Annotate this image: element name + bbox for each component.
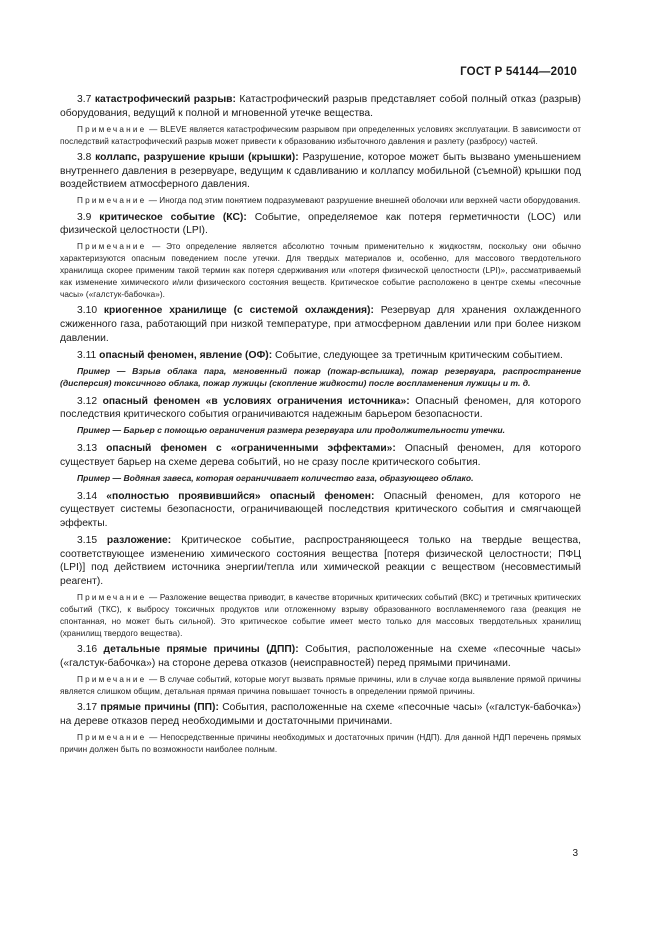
- note-label: Примечание: [77, 242, 147, 252]
- note: [60, 195, 581, 207]
- term-name: коллапс, разрушение крыши (крышки):: [95, 152, 299, 163]
- definition-text: События, расположенные на схеме «песочные часы» («галстук-бабочка») на дереве отказов перед необходимыми и достаточными причинами.: [60, 702, 581, 727]
- clause-number: 3.10: [77, 305, 98, 317]
- example-label: Пример: [77, 365, 111, 376]
- note-label: Примечание: [77, 196, 147, 206]
- definition-text: Опасный феномен, для которого последствия критического события ограничиваются надежным барьером безопасности.: [60, 395, 581, 421]
- example: [60, 425, 581, 437]
- note-text: — В случае событий, которые могут вызвать прямые причины, или в случае когда выявление прямой причины является слишком общим, детальная прямая причина повышает точность в определении прямой причины.: [60, 674, 581, 696]
- term-definition: [60, 490, 581, 531]
- clause-number: 3.15: [77, 535, 98, 547]
- definition-text: Опасный феномен, для которого не существует системы безопасности, ограничивающей последствия критического события и смягчающей эффекты.: [60, 490, 581, 529]
- clause-number: 3.16: [77, 644, 98, 656]
- term-definition: [60, 395, 581, 422]
- term-definition: [60, 442, 581, 469]
- note: [60, 674, 581, 698]
- document-body: [60, 93, 581, 759]
- note-text: — Непосредственные причины необходимых и достаточных причин (НДП). Для данной НДП перечень прямых причин должен быть по возможности наиболее полным.: [60, 732, 582, 754]
- note-text: — Иногда под этим понятием подразумевают разрушение внешней оболочки или верхней части оборудования.: [148, 196, 581, 206]
- note-text: — Это определение является абсолютно точным применительно к жидкостям, поскольку они обычно характеризуются опасным поведением после утечки. Для твердых материалов и, особенно, для массового твердотельного хранилища скорее применим такой термин как потеря сдерживания или «потеря физической целостности (LPI)», рассматриваемый как изменение химического и/или физического состояния веществ. Критическое событие расположено в центре схемы «песочные часы» («галстук-бабочка»).: [60, 242, 581, 299]
- note: [60, 241, 581, 301]
- term-name: детальные прямые причины (ДПП):: [103, 644, 299, 656]
- note: [60, 592, 581, 640]
- term-definition: [60, 211, 581, 238]
- example-text: — Барьер с помощью ограничения размера резервуара или продолжительности утечки.: [112, 425, 506, 436]
- term-name: криогенное хранилище (с системой охлаждения):: [103, 305, 374, 317]
- term-definition: [60, 534, 581, 588]
- note-label: Примечание: [77, 674, 147, 684]
- page-number: 3: [572, 848, 578, 859]
- note-text: — BLEVE является катастрофическим разрывом при определенных условиях эксплуатации. В зависимости от последствий катастрофический разрыв может привести к образованию избыточного давления и разлету (разбросу) частей.: [60, 124, 581, 146]
- definition-text: Катастрофический разрыв представляет собой полный отказ (разрыв) оборудования, ведущий к полной и мгновенной утечке вещества.: [60, 94, 581, 119]
- clause-number: 3.8: [77, 152, 92, 163]
- term-definition: [60, 304, 581, 345]
- term-name: опасный феномен «в условиях ограничения источника»:: [102, 395, 410, 407]
- example-label: Пример: [77, 472, 111, 483]
- note-text: — Разложение вещества приводит, в качестве вторичных критических событий (ВКС) и третичных критических событий (ТКС), к выбросу токсичных продуктов или отложенному взрыву образованного воспламеняемого газа (реакция не спонтанная, но может быть сильной). Это критическое событие имеет место только для массовых твердотельных хранилищ (хранилищ твердого вещества).: [60, 592, 581, 638]
- term-name: разложение:: [106, 535, 172, 547]
- term-definition: [60, 151, 581, 192]
- clause-number: 3.12: [77, 395, 98, 407]
- clause-number: 3.17: [77, 702, 98, 714]
- term-name: «полностью проявившийся» опасный феномен:: [106, 490, 375, 502]
- note: [60, 124, 581, 148]
- example-label: Пример: [77, 425, 111, 436]
- clause-number: 3.13: [77, 443, 98, 455]
- definition-text: Критическое событие, распространяющееся только на твердые вещества, соответствующее изменению химического состояния вещества [потеря физической целостности; ПФЦ (LPI)] под действием источника энергии/тепла или химической реакции с веществом (несовместимый реагент).: [60, 535, 581, 587]
- example-text: — Водяная завеса, которая ограничивает количество газа, образующего облако.: [112, 472, 474, 483]
- note-label: Примечание: [77, 732, 147, 742]
- term-definition: [60, 643, 581, 670]
- term-name: опасный феномен с «ограниченными эффектами»:: [106, 443, 396, 455]
- clause-number: 3.9: [77, 211, 92, 223]
- term-definition: [60, 701, 581, 728]
- example: [60, 473, 581, 485]
- term-definition: [60, 93, 581, 120]
- definition-text: События, расположенные на схеме «песочные часы» («галстук-бабочка») на стороне дерева отказов (неисправностей) перед прямыми причинами.: [60, 644, 581, 669]
- note-label: Примечание: [77, 592, 147, 602]
- term-name: опасный феномен, явление (ОФ):: [99, 349, 273, 361]
- definition-text: Событие, следующее за третичным критическим событием.: [275, 349, 563, 361]
- clause-number: 3.11: [77, 349, 97, 361]
- example: [60, 366, 581, 390]
- term-name: критическое событие (КС):: [99, 211, 247, 223]
- example-text: — Взрыв облака пара, мгновенный пожар (пожар-вспышка), пожар резервуара, распространение (дисперсия) токсичного облака, пожар лужицы (скопление жидкости) после воспламенения лужицы и т. д.: [60, 365, 581, 388]
- note-label: Примечание: [77, 124, 147, 134]
- clause-number: 3.14: [77, 490, 98, 502]
- term-name: катастрофический разрыв:: [94, 94, 236, 105]
- definition-text: Разрушение, которое может быть вызвано уменьшением внутреннего давления в резервуаре, ведущим к сдавливанию и коллапсу мобильной (съемной) крышки под воздействием атмосферного давления.: [60, 152, 581, 191]
- note: [60, 732, 581, 756]
- clause-number: 3.7: [77, 94, 92, 105]
- definition-text: Событие, определяемое как потеря герметичности (LOC) или физической целостности (LPI).: [60, 211, 581, 237]
- document-header: ГОСТ Р 54144—2010: [460, 66, 577, 78]
- term-definition: [60, 349, 581, 363]
- definition-text: Опасный феномен, для которого существует барьер на схеме дерева событий, но не сразу после критического события.: [60, 443, 581, 468]
- term-name: прямые причины (ПП):: [100, 702, 219, 714]
- definition-text: Резервуар для хранения охлажденного сжиженного газа, работающий при низкой температуре, при атмосферном давлении или при более низком давлении.: [60, 305, 581, 344]
